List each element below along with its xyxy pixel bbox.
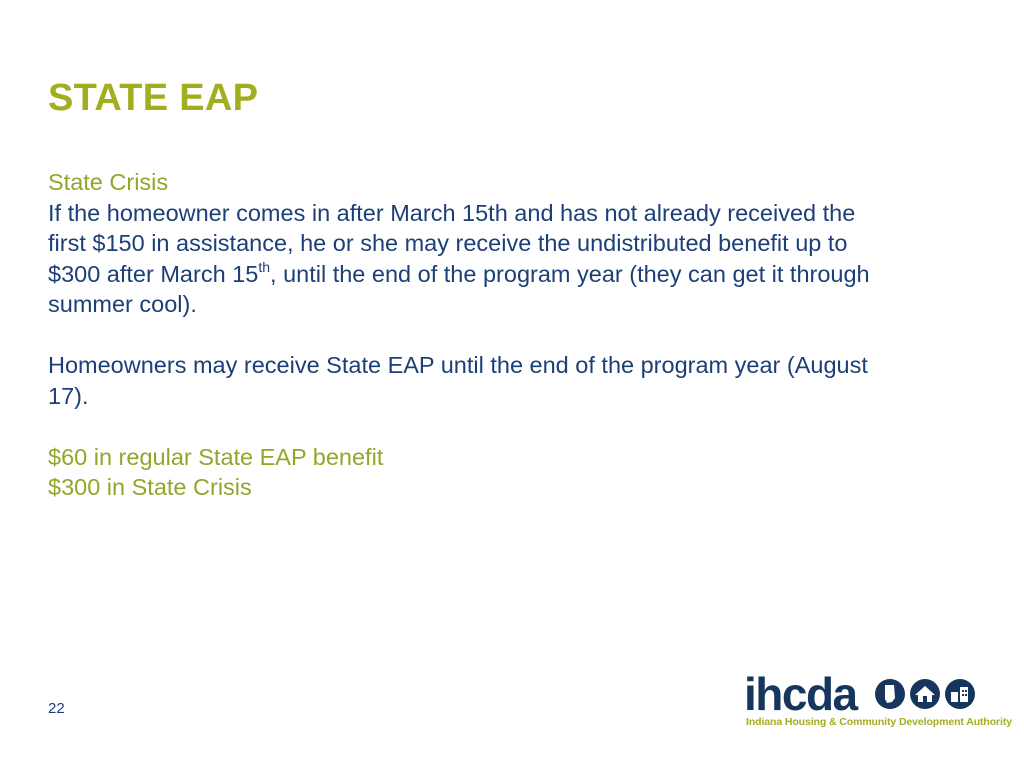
- crisis-paragraph-line: If the homeowner comes in after March 15th and has not already received the: [48, 199, 856, 226]
- program-year-line: 17).: [48, 382, 89, 409]
- crisis-paragraph-line: first $150 in assistance, he or she may receive the undistributed benefit up to: [48, 230, 848, 256]
- logo-icons: [874, 678, 984, 710]
- house-icon: [910, 679, 940, 709]
- crisis-paragraph-line: [48, 259, 978, 290]
- spacer: [48, 411, 978, 442]
- page-number: 22: [48, 700, 65, 717]
- slide-title: STATE EAP: [48, 77, 259, 119]
- benefit-item: $300 in State Crisis: [48, 474, 252, 500]
- crisis-paragraph: [48, 198, 978, 320]
- logo-wordmark: ihcda: [744, 668, 857, 720]
- crisis-paragraph-text: $300 after March 15: [48, 260, 259, 287]
- community-building-icon: [945, 679, 975, 709]
- ordinal-suffix: th: [258, 258, 271, 275]
- indiana-state-icon: [875, 679, 905, 709]
- ihcda-logo: [744, 668, 1012, 734]
- program-year-paragraph: [48, 350, 978, 411]
- crisis-paragraph-line: summer cool).: [48, 291, 197, 317]
- benefit-item: $60 in regular State EAP benefit: [48, 443, 384, 470]
- program-year-line: Homeowners may receive State EAP until the end of the program year (August: [48, 352, 868, 378]
- section-heading: State Crisis: [48, 169, 169, 195]
- logo-tagline: Indiana Housing & Community Development Authority: [746, 716, 1012, 728]
- crisis-paragraph-text: , until the end of the program year (they can get it through: [270, 260, 870, 287]
- spacer: [48, 320, 978, 351]
- slide-body: [48, 167, 978, 503]
- benefit-list: [48, 442, 978, 503]
